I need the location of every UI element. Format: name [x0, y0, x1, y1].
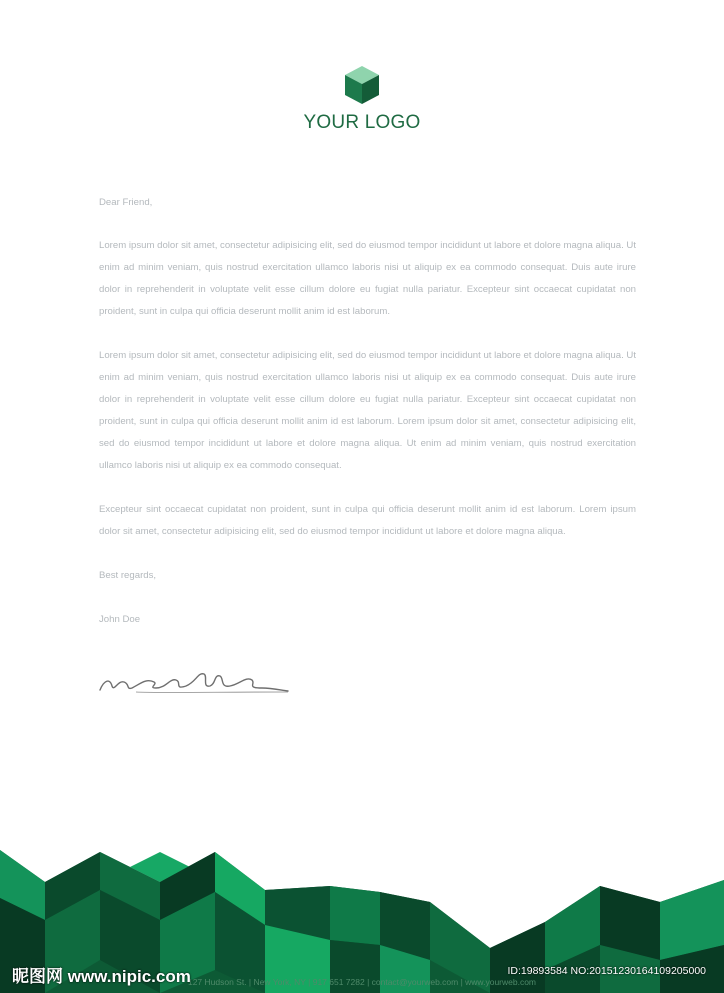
- closing: Best regards,: [99, 570, 157, 581]
- letter-body: [99, 192, 636, 631]
- handwritten-signature: [96, 664, 296, 700]
- logo: [0, 64, 724, 134]
- greeting: Dear Friend,: [99, 197, 153, 208]
- watermark-id: ID:19893584 NO:20151230164109205000: [507, 965, 706, 977]
- footer-contact: 127 Hudson St. | New York, NY | 917 651 7282 | contact@yourweb.com | www.yourweb.com: [187, 977, 537, 987]
- cube-logo-icon: [342, 64, 382, 106]
- paragraph: Lorem ipsum dolor sit amet, consectetur adipisicing elit, sed do eiusmod tempor incididunt ut labore et dolore magna aliqua. Ut enim ad minim veniam, quis nostrud exercitation ullamco laboris nisi ut aliquip ex ea commodo consequat. Duis aute irure dolor in reprehenderit in voluptate velit esse cillum dolore eu fugiat nulla pariatur. Excepteur sint occaecat cupidatat non proident, sunt in culpa qui officia deserunt mollit anim id est laborum.: [99, 240, 637, 317]
- paragraph: Lorem ipsum dolor sit amet, consectetur adipisicing elit, sed do eiusmod tempor incididunt ut labore et dolore magna aliqua. Ut enim ad minim veniam, quis nostrud exercitation ullamco laboris nisi ut aliquip ex ea commodo consequat. Duis aute irure dolor in reprehenderit in voluptate velit esse cillum dolore eu fugiat nulla pariatur. Excepteur sint occaecat cupidatat non proident, sunt in culpa qui officia deserunt mollit anim id est laborum. Lorem ipsum dolor sit amet, consectetur adipisicing elit, sed do eiusmod tempor incididunt ut labore et dolore magna aliqua. Ut enim ad minim veniam, quis nostrud exercitation ullamco laboris nisi ut aliquip ex ea commodo consequat.: [99, 350, 637, 471]
- paragraph: Excepteur sint occaecat cupidatat non proident, sunt in culpa qui officia deserunt mollit anim id est laborum. Lorem ipsum dolor sit amet, consectetur adipisicing elit, sed do eiusmod tempor incididunt ut labore et dolore magna aliqua.: [99, 504, 636, 537]
- watermark-site: 昵图网 www.nipic.com: [12, 967, 191, 986]
- sender-name: John Doe: [99, 614, 141, 625]
- logo-text: YOUR LOGO: [303, 112, 421, 133]
